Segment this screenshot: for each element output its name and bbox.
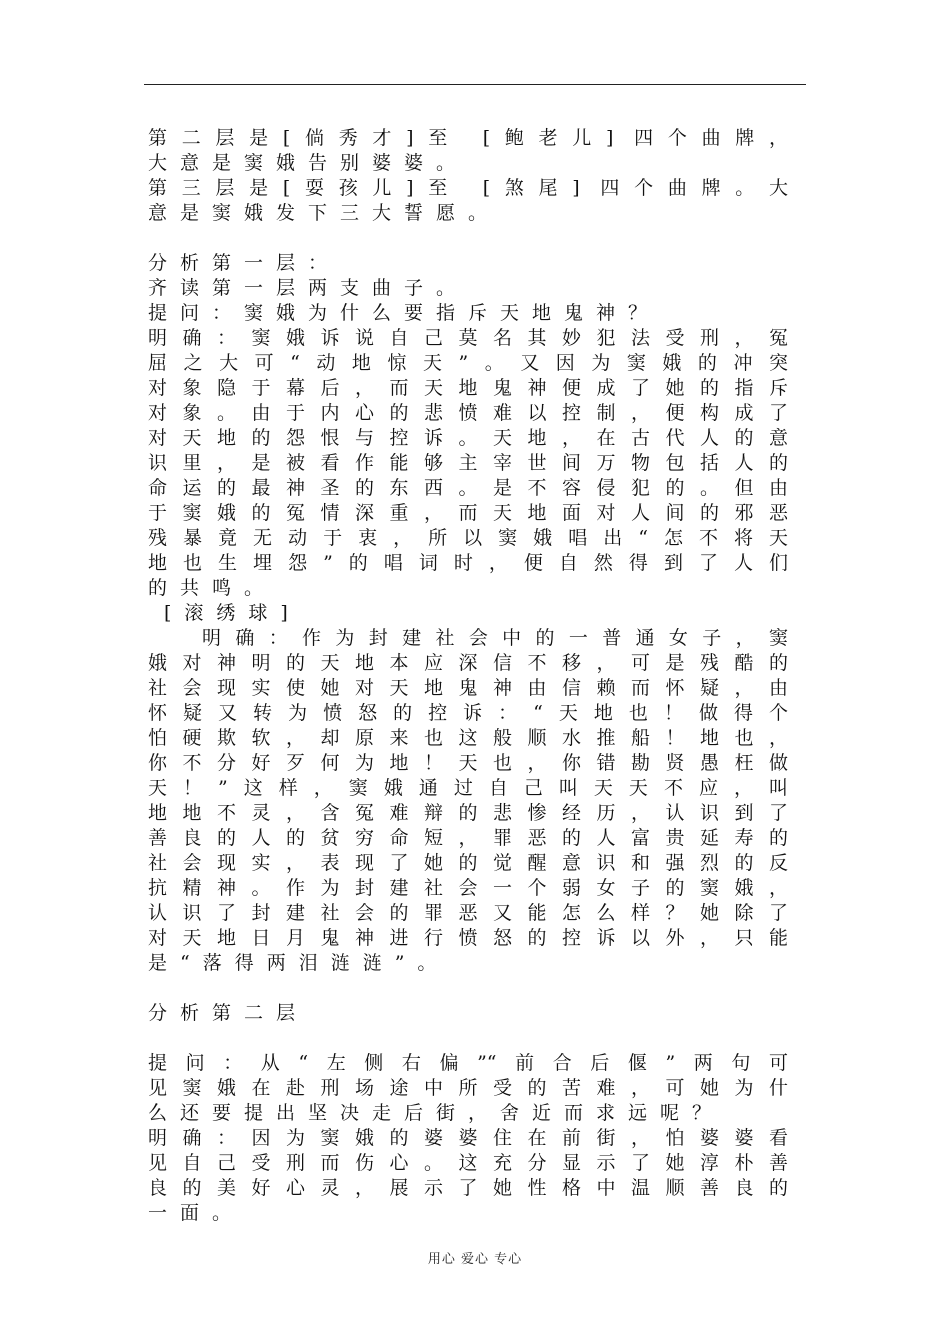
body-text (148, 126, 788, 1226)
text-line: 提问：从“左侧右偏”“前合后偃”两句可 (148, 1052, 788, 1074)
blank-line (148, 226, 788, 251)
text-line: 你不分好歹何为地！天也，你错勘贤愚枉做 (148, 752, 788, 774)
text-line: 大意是窦娥告别婆婆。 (148, 152, 469, 174)
text-line: 第三层是[耍孩儿]至 [煞尾] 四个曲牌。大 (148, 177, 788, 199)
text-line: 是“落得两泪涟涟”。 (148, 952, 450, 974)
text-line: 对天地日月鬼神进行愤怒的控诉以外，只能 (148, 927, 788, 949)
blank-line (148, 976, 788, 1001)
text-line: 善良的人的贫穷命短，罪恶的人富贵延寿的 (148, 827, 788, 849)
text-line: 一面。 (148, 1202, 245, 1224)
text-line: 良的美好心灵，展示了她性格中温顺善良的 (148, 1177, 788, 1199)
text-line: 分析第二层 (148, 1002, 309, 1024)
text-line: 意是窦娥发下三大誓愿。 (148, 202, 501, 224)
text-line: 认识了封建社会的罪恶又能怎么样？她除了 (148, 902, 788, 924)
text-line: 齐读第一层两支曲子。 (148, 277, 469, 299)
text-line: 怀疑又转为愤怒的控诉：“天地也！做得个 (148, 702, 788, 724)
text-line: 娥对神明的天地本应深信不移，可是残酷的 (148, 652, 788, 674)
text-line: [滚绣球] (164, 602, 301, 624)
text-line: 明确：因为窦娥的婆婆住在前街，怕婆婆看 (148, 1127, 788, 1149)
text-line: 抗精神。作为封建社会一个弱女子的窦娥， (148, 877, 788, 899)
text-line: 对象。由于内心的悲愤难以控制，便构成了 (148, 402, 788, 424)
text-line: 地也生埋怨”的唱词时，便自然得到了人们 (148, 552, 788, 574)
page-footer: 用心 爱心 专心 (427, 1252, 523, 1267)
header-rule (144, 84, 806, 85)
text-line: 天！”这样，窦娥通过自己叫天天不应，叫 (148, 777, 788, 799)
text-line: 的共鸣。 (148, 577, 277, 599)
text-line: 提问：窦娥为什么要指斥天地鬼神？ (148, 302, 661, 324)
text-line: 对象隐于幕后，而天地鬼神便成了她的指斥 (148, 377, 788, 399)
text-line: 于窦娥的冤情深重，而天地面对人间的邪恶 (148, 502, 788, 524)
text-line: 明确：窦娥诉说自己莫名其妙犯法受刑，冤 (148, 327, 788, 349)
text-line: 见窦娥在赴刑场途中所受的苦难，可她为什 (148, 1077, 788, 1099)
text-line: 分析第一层： (148, 252, 341, 274)
text-line: 识里，是被看作能够主宰世间万物包括人的 (148, 452, 788, 474)
text-line: 屈之大可“动地惊天”。又因为窦娥的冲突 (148, 352, 788, 374)
text-line: 地地不灵，含冤难辩的悲惨经历，认识到了 (148, 802, 788, 824)
text-line: 么还要提出坚决走后街，舍近而求远呢？ (148, 1102, 725, 1124)
text-line: 怕硬欺软，却原来也这般顺水推船！地也， (148, 727, 788, 749)
text-line: 社会现实使她对天地鬼神由信赖而怀疑，由 (148, 677, 788, 699)
text-line: 命运的最神圣的东西。是不容侵犯的。但由 (148, 477, 788, 499)
text-line: 见自己受刑而伤心。这充分显示了她淳朴善 (148, 1152, 788, 1174)
text-line: 社会现实，表现了她的觉醒意识和强烈的反 (148, 852, 788, 874)
text-line: 第二层是[倘秀才]至 [鲍老儿] 四个曲牌， (148, 127, 788, 149)
text-line: 对天地的怨恨与控诉。天地，在古代人的意 (148, 427, 788, 449)
blank-line (148, 1026, 788, 1051)
text-line: 残暴竟无动于衷，所以窦娥唱出“怎不将天 (148, 527, 788, 549)
text-line: 明确：作为封建社会中的一普通女子，窦 (202, 627, 788, 649)
